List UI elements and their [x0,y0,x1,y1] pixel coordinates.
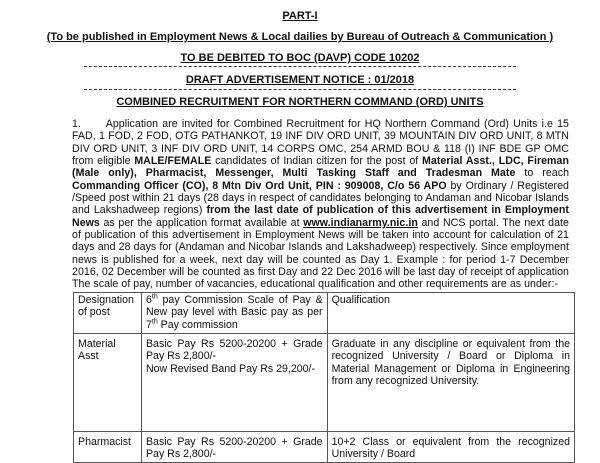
notice-number: DRAFT ADVERTISEMENT NOTICE : 01/2018 [185,74,415,86]
para-text: 1. Application are invited for Combined Recruitment for HQ Northern Command (Ord) Units i.e 15 FAD, 1 FOD, 2 FOD, OTG PATHANKOT, 19 INF DIV ORD UNIT, 39 MOUNTAIN DIV ORD UNIT, 8 MTN DIV ORD UNIT, 3 INF DIV ORD UNIT, 14 CORPS OMC, 254 ARMD BOU & 118 (I) INF BDE GP OMC from eligible [72,118,569,168]
dashed-divider [84,66,516,67]
part-heading: PART-I [282,10,318,22]
debit-code: TO BE DEBITED TO BOC (DAVP) CODE 10202 [180,52,420,64]
para-text: to reach [515,167,570,180]
dashed-divider [84,89,516,90]
header-designation: Designation of post [74,293,142,334]
table-row [74,432,575,463]
para-text: as per the application format available at [99,216,304,229]
designation-cell: Material Asst [74,334,142,432]
qualification-cell: 10+2 Class or equivalent from the recognized University / Board [327,432,574,463]
header-pay-text: Pay commission [157,318,238,331]
website-link[interactable]: www.indianarmy.nic.in [303,216,418,229]
header-pay-text: pay Commission Scale of Pay & New pay level with Basic pay as per 7 [145,294,323,331]
header-pay-text: 6 [145,294,152,306]
designation-cell: Pharmacist [74,432,142,463]
para-bold: from the last date of publication of this advertisement in Employment News [72,204,570,229]
header-qualification: Qualification [327,293,574,334]
para-text: by Ordinary / Registered /Speed post within 21 days (28 days in respect of candidates belonging to Andaman and Nicobar Islands and Lakshadweep regions) [72,179,569,217]
qualification-cell: Graduate in any discipline or equivalent from the recognized University / Board or Diploma in Material Management or Diploma in Engineering from any recognized University. [327,334,574,432]
vacancy-table [73,292,575,463]
pay-line: Basic Pay Rs 5200-20200 + Grade Pay Rs 2,800/- [145,436,323,461]
para-bold: MALE/FEMALE [134,155,212,168]
para-bold: Material Asst., LDC, Fireman (Male only), Pharmacist, Messenger, Multi Tasking Staff and Tradesman Mate [72,155,569,180]
table-header-row [74,293,575,334]
superscript: th [151,293,158,301]
pay-cell [141,334,327,432]
publication-note: (To be published in Employment News & Local dailies by Bureau of Outreach & Communication ) [46,31,554,43]
superscript: th [151,318,158,326]
pay-cell [141,432,327,463]
notice-title: COMBINED RECRUITMENT FOR NORTHERN COMMAND (ORD) UNITS [116,96,484,108]
pay-line: Now Revised Band Pay Rs 29,200/- [145,362,315,375]
header-pay [141,293,327,334]
pay-line: Basic Pay Rs 5200-20200 + Grade Pay Rs 2,800/- [145,338,323,363]
para-text: candidates of Indian citizen for the post of [211,155,423,168]
body-paragraph [72,118,569,291]
para-text: and NCS portal. The next date of publication of this advertisement in Employment News will be taken into account for calculation of 21 days and 28 days for (Andaman and Nicobar Islands and Lakshadweep) respectively. Since employment news is published for a week, next day will be counted as Day 1. Example : for period 1-7 December 2016, 02 December will be counted as first Day and 22 Dec 2016 will be last day of receipt of application The scale of pay, number of vacancies, educational qualification and other requirements are as under:- [72,216,569,291]
para-bold: Commanding Officer (CO), 8 Mtn Div Ord Unit, PIN : 909008, C/o 56 APO [72,179,447,192]
table-row [74,334,575,432]
